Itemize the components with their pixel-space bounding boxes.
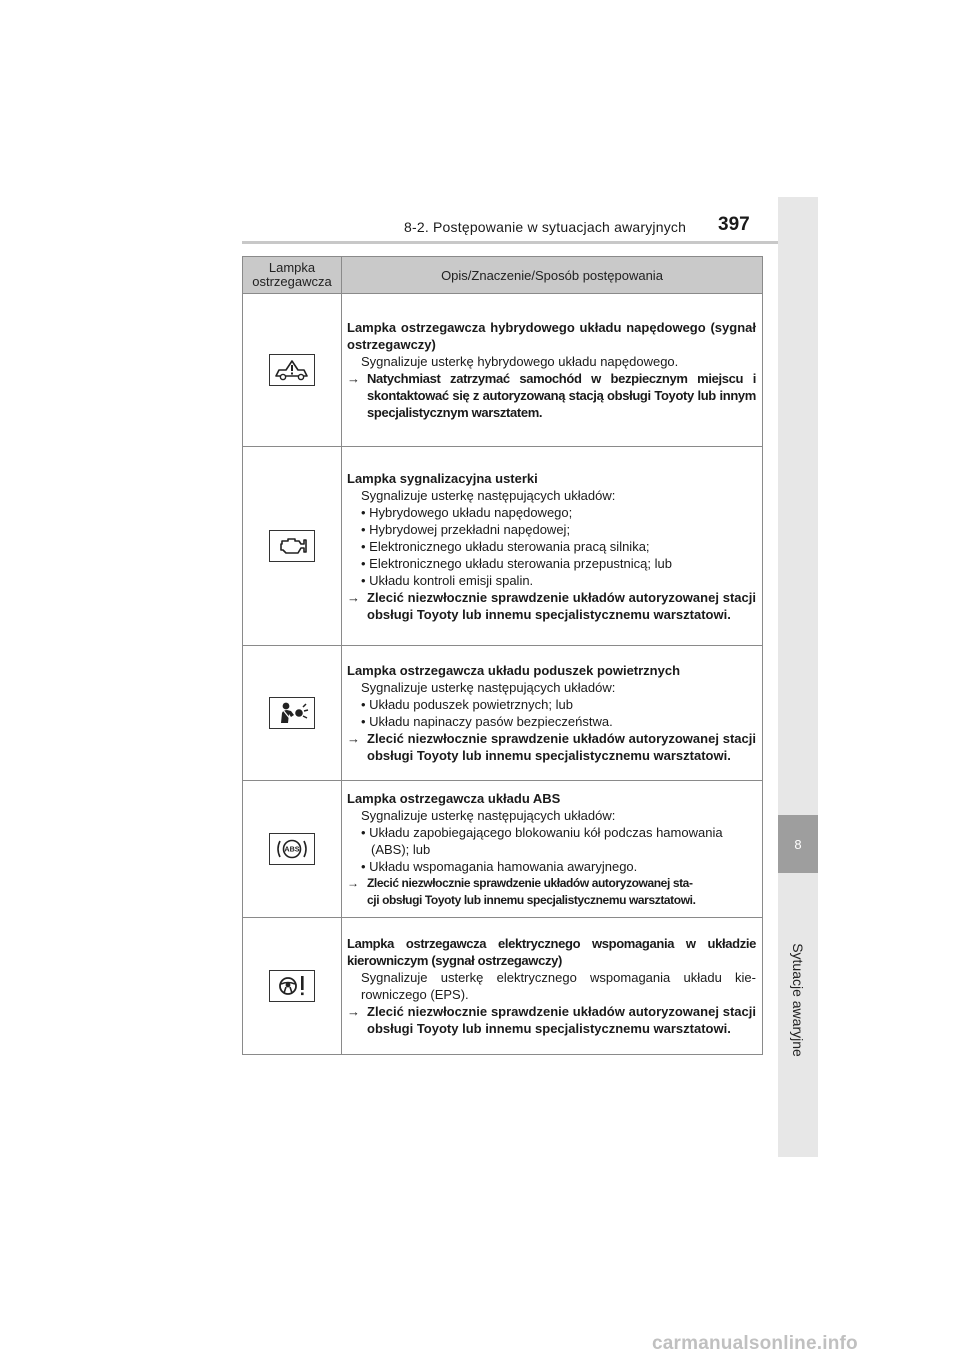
table-header-row (243, 257, 763, 294)
hybrid-system-warning-icon (269, 354, 315, 386)
eps-warning-icon (269, 970, 315, 1002)
warning-lights-table (242, 256, 763, 1055)
icon-cell (243, 447, 342, 646)
abs-icon (269, 833, 315, 865)
icon-cell (243, 294, 342, 447)
page-number: 397 (718, 214, 750, 235)
chapter-number-tab[interactable] (778, 815, 818, 873)
table-row (243, 781, 763, 918)
table-row (243, 294, 763, 447)
header-rule (242, 241, 818, 244)
section-title: 8-2. Postępowanie w sytuacjach awaryjnych (404, 219, 687, 235)
table-row (243, 646, 763, 781)
table-row (243, 918, 763, 1055)
chapter-title: Sytuacje awaryjne (790, 943, 806, 1057)
chapter-number: 8 (794, 836, 802, 852)
table-row (243, 447, 763, 646)
description-cell: Lampka sygnalizacyjna usterki Sygnalizuje usterkę następujących układów: • Hybrydowego układu napędowego; • Hybrydowej przekładni napędowej; • Elektronicznego układu sterowania pracą silnika; • Elektronicznego układu sterowania przepustnicą; lub • Układu kontroli emisji spalin. → Zlecić niezwłocznie sprawdzenie układów autoryzowanej stacji obsługi Toyoty lub innemu specjalistycznemu warsztatowi. (342, 447, 763, 646)
description-cell: Lampka ostrzegawcza układu ABS Sygnalizuje usterkę następujących układów: • Układu zapobiegającego blokowaniu kół podczas hamowania (ABS); lub • Układu wspomagania hamowania awaryjnego. → Zlecić niezwłocznie sprawdzenie układów autoryzowanej sta- cji obsługi Toyoty lub innemu specjalistycznemu warsztatowi. (342, 781, 763, 918)
watermark: carmanualsonline.info (652, 1333, 858, 1354)
description-cell: Lampka ostrzegawcza hybrydowego układu napędowego (sygnał ostrzegawczy) Sygnalizuje usterkę hybrydowego układu napędowego. → Natychmiast zatrzymać samochód w bezpiecznym miejscu i skontaktować się z autoryzowaną stacją obsługi Toyoty lub innym specjalistycznym warsztatem. (342, 294, 763, 447)
abs-icon-label: ABS (284, 844, 300, 854)
col-header-lamp: Lampka ostrzegawcza (243, 257, 342, 294)
check-engine-icon (269, 530, 315, 562)
description-cell: Lampka ostrzegawcza układu poduszek powietrznych Sygnalizuje usterkę następujących układów: • Układu poduszek powietrznych; lub • Układu napinaczy pasów bezpieczeństwa. → Zlecić niezwłocznie sprawdzenie układów autoryzowanej stacji obsługi Toyoty lub innemu specjalistycznemu warsztatowi. (342, 646, 763, 781)
icon-cell (243, 781, 342, 918)
icon-cell (243, 646, 342, 781)
description-cell: Lampka ostrzegawcza elektrycznego wspomagania w układzie kierowniczym (sygnał ostrzegawczy) Sygnalizuje usterkę elektrycznego wspomagania układu kie-rowniczego (EPS). → Zlecić niezwłocznie sprawdzenie układów autoryzowanej stacji obsługi Toyoty lub innemu specjalistycznemu warsztatowi. (342, 918, 763, 1055)
srs-airbag-icon (269, 697, 315, 729)
col-header-description: Opis/Znaczenie/Sposób postępowania (342, 257, 763, 294)
icon-cell (243, 918, 342, 1055)
